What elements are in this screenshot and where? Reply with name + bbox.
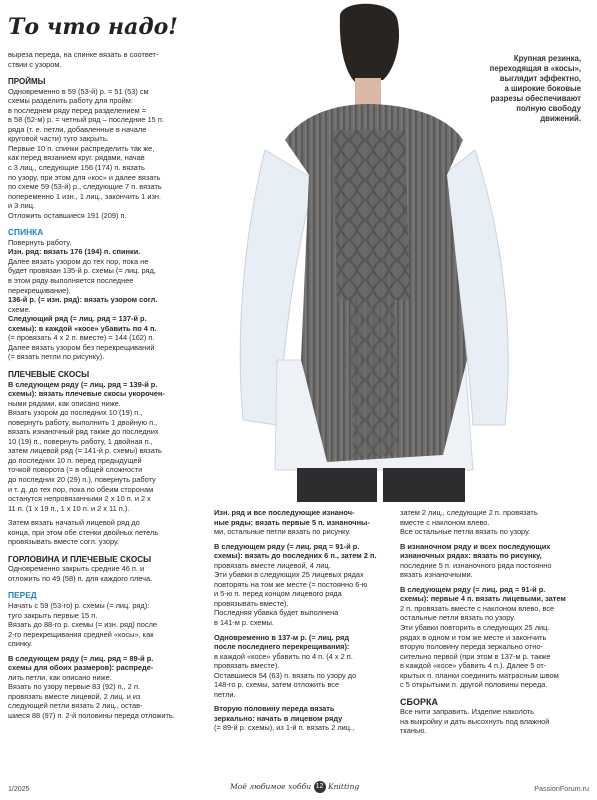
text-line: перекрещивание). <box>8 285 71 295</box>
text-line: В следующем ряду (= лиц. ряд = 91-й р. <box>400 584 546 594</box>
text-line: рядах в одном и том же месте и закончить <box>400 632 547 642</box>
text-line: в каждой «косе» убавить по 4 п. (4 х 2 п. <box>214 651 353 661</box>
text-line: Одновременно в 59 (53-й) р. = 51 (53) см <box>8 86 149 96</box>
caption-line: Крупная резинка, <box>513 54 581 63</box>
text-line: провязать вместе). <box>214 661 280 671</box>
text-line: Эти убавки повторить в следующих 25 лиц. <box>400 623 550 633</box>
text-line: изнаночных рядах: вязать по рисунку, <box>400 551 542 561</box>
text-line: конца, при этом обе стенки двойных петель <box>8 527 159 537</box>
text-line: В следующем ряду (= лиц. ряд = 89-й р. <box>8 653 154 663</box>
magazine-footer <box>230 781 359 793</box>
text-line: крытых п. планки соединить матрасным швом <box>400 670 559 680</box>
text-line: Оставшиеся 54 (63) п. вязать по узору до <box>214 670 357 680</box>
text-line: схемы разделить работу для пройм: <box>8 96 133 106</box>
text-line: до последних 20 (29) п.), повернуть работу <box>8 474 156 484</box>
photo-caption <box>461 54 581 124</box>
text-line: Затем вязать начатый лицевой ряд до <box>8 518 140 528</box>
text-line: следующей петли вязать 2 лиц., остав- <box>8 701 143 711</box>
text-line: в 141-м р. схемы. <box>214 618 274 628</box>
section-heading-assembly: СБОРКА <box>400 696 438 707</box>
text-line: точкой поворота (= в общей сложности <box>8 465 143 475</box>
text-line: Все остальные петли вязать по узору. <box>400 527 531 537</box>
front-text <box>8 601 198 721</box>
armholes-text <box>8 87 198 221</box>
text-line: по схеме 59 (53-й) р., следующие 7 п. вязать <box>8 182 162 192</box>
text-line: в последнем ряду перед разделением = <box>8 105 147 115</box>
text-line: петли. <box>214 689 236 699</box>
text-line: вторую половину переда зеркально отно- <box>400 642 543 652</box>
shoulders-text <box>8 380 198 547</box>
text-line: попеременно 1 изн., 1 лиц., закончить 1 изн. <box>8 191 161 201</box>
text-line: вязать изнаночными. <box>400 570 473 580</box>
text-line: Следующий ряд (= лиц. ряд = 137-й р. <box>8 314 147 324</box>
text-line: отложить по 49 (58) п. для каждого плеча. <box>8 573 153 583</box>
text-line: В следующем ряду (= лиц. ряд = 91-й р. <box>214 541 360 551</box>
text-line: выреза переда, на спинке вязать в соответ- <box>8 50 159 59</box>
text-line: остальные петли вязать по узору. <box>400 613 516 623</box>
text-line: сительно первой (при этом в 137-м р. также <box>400 651 551 661</box>
text-line: Первые 10 п. спинки распределить так же, <box>8 143 155 153</box>
text-line: схемы для обоих размеров): распреде- <box>8 663 154 673</box>
caption-line: полную свободу <box>516 104 581 113</box>
caption-line: переходящая в «косы», <box>489 64 581 73</box>
left-column <box>8 50 198 721</box>
text-line: останутся непровязанными 2 х 10 п. и 2 х <box>8 494 151 504</box>
text-line: последние 5 п. изнаночного ряда постоянно <box>400 560 552 570</box>
page-title: То что надо! <box>8 14 178 40</box>
text-line: лить петли, как описано ниже. <box>8 672 112 682</box>
text-line: провязать вместе лицевой, 2 лиц. и из <box>8 691 141 701</box>
text-line: Начать с 59 (53-го) р. схемы (= лиц. ряд): <box>8 600 150 610</box>
text-line: схемы): в каждой «косе» убавить по 4 п. <box>8 323 157 333</box>
text-line: схеме. <box>8 304 31 314</box>
text-line: тканью. <box>400 726 427 736</box>
section-name: Knitting <box>327 782 360 791</box>
text-line: провязать вместе лицевой, 4 лиц. <box>214 560 331 570</box>
issue-number: 1/2025 <box>8 786 30 793</box>
text-line: и т. д. до тех пор, пока по обеим сторонам <box>8 484 154 494</box>
text-line: повернуть работу, выполнить 1 двойную п., <box>8 417 158 427</box>
text-line: Вторую половину переда вязать <box>214 704 335 714</box>
text-line: Изн. ряд: вязать 176 (194) п. спинки. <box>8 247 141 257</box>
text-line: спинку. <box>8 639 33 649</box>
caption-line: выглядит эффектно, <box>499 74 581 83</box>
text-line: как перед вязанием круг. рядами, начав <box>8 153 145 163</box>
text-line: В следующем ряду (= лиц. ряд = 139-й р. <box>8 379 158 389</box>
text-line: повторять на том же месте (= постоянно 6-ю <box>214 579 368 589</box>
text-line: (= 89-й р. схемы), из 1-й п. вязать 2 лиц., <box>214 723 355 733</box>
text-line: с 5 открытыми п. другой половины переда. <box>400 680 548 690</box>
text-line: ствии с узором. <box>8 59 62 69</box>
section-heading-armholes: ПРОЙМЫ <box>8 77 46 87</box>
caption-line: движений. <box>540 114 581 123</box>
text-line: (= провязать 4 х 2 п. вместе) = 144 (162) п. <box>8 333 155 343</box>
text-line: схемы): вязать до последних 6 п., затем 2 п. <box>214 551 377 561</box>
caption-line: а широкие боковые <box>504 84 581 93</box>
text-line: вязать изнаночный ряд также до последних <box>8 427 159 437</box>
text-line: в каждой «косе» убавить 4 п.). Далее 5 от- <box>400 661 547 671</box>
section-heading-neckline: ГОРЛОВИНА И ПЛЕЧЕВЫЕ СКОСЫ <box>8 554 152 564</box>
text-line: затем 2 лиц., следующие 2 п. провязать <box>400 508 538 517</box>
text-line: Отложить оставшиеся 191 (209) п. <box>8 210 127 220</box>
text-line: до последних 10 п. перед предыдущей <box>8 455 142 465</box>
text-line: шиеся 88 (97) п. 2-й половины переда отложить. <box>8 711 175 720</box>
text-line: вместе с наклоном влево. <box>400 517 490 527</box>
text-line: Последняя убавка будет выполнена <box>214 608 339 618</box>
text-line: схемы): первые 4 п. вязать лицевыми, затем <box>400 594 566 604</box>
text-line: 11 п. (1 х 19 п., 1 х 10 п. и 2 х 11 п.). <box>8 503 130 513</box>
text-line: после последнего перекрещивания): <box>214 642 350 652</box>
text-line: туго закрыть первые 15 п. <box>8 610 98 620</box>
caption-line: разрезы обеспечивают <box>490 94 581 103</box>
right-text <box>400 508 588 690</box>
text-line: и 5-ю п. перед концом лицевого ряда <box>214 589 342 599</box>
text-line: в 58 (52-м) р. = четный ряд – последние 15 п. <box>8 115 164 125</box>
text-line: 136-й р. (= изн. ряд): вязать узором согл. <box>8 295 158 305</box>
text-line: в этом ряду выполняется последнее <box>8 276 134 286</box>
text-line: с 3 лиц., следующие 156 (174) п. вязать <box>8 163 145 173</box>
text-line: зеркально: начать в лицевом ряду <box>214 713 343 723</box>
text-line: (= вязать петли по рисунку). <box>8 352 105 362</box>
text-line: 2-го перекрещивания средней «косы», как <box>8 629 154 639</box>
text-line: Все нити заправить. Изделие наколоть <box>400 707 535 717</box>
text-line: Одновременно в 137-м р. (= лиц. ряд <box>214 632 350 642</box>
assembly-text <box>400 707 588 736</box>
text-line: Вязать по узору первые 83 (92) п., 2 п. <box>8 682 141 692</box>
text-line: и 3 лиц. <box>8 201 36 211</box>
section-heading-front: ПЕРЕД <box>8 590 37 601</box>
text-line: ми, остальные петли вязать по рисунку. <box>214 527 351 537</box>
text-line: Далее вязать узором до тех пор, пока не <box>8 256 149 266</box>
text-line: Одновременно закрыть средние 46 п. и <box>8 564 145 574</box>
text-line: Изн. ряд и все последующие изнаноч- <box>214 508 355 517</box>
text-line: 2 п. провязать вместе с наклоном влево, все <box>400 603 555 613</box>
text-line: на выкройку и дать высохнуть под влажной <box>400 716 550 726</box>
text-line: круговой части) туго закрыть. <box>8 134 109 144</box>
text-line: Повернуть работу. <box>8 237 72 247</box>
section-heading-shoulders: ПЛЕЧЕВЫЕ СКОСЫ <box>8 369 90 379</box>
text-line: провязывать вместе согл. узору. <box>8 537 120 547</box>
text-line: провязывать вместе). <box>214 598 289 608</box>
text-line: В изнаночном ряду и всех последующих <box>400 541 551 551</box>
magazine-name: Моё любимое хобби <box>230 782 312 791</box>
text-line: ряда (т. е. петли, добавленные в начале <box>8 124 147 134</box>
watermark: PassionForum.ru <box>534 784 589 793</box>
section-heading-back: СПИНКА <box>8 227 44 238</box>
text-line: Эти убавки в следующих 25 лицевых рядах <box>214 570 364 580</box>
text-line: схемы): вязать плечевые скосы укорочен- <box>8 389 165 399</box>
text-line: будет провязан 135-й р. схемы (= лиц. ряд, <box>8 266 156 276</box>
text-line: затем лицевой ряд (= 141-й р. схемы) вязать <box>8 446 162 456</box>
text-line: 148-го р. схемы, затем отложить все <box>214 680 340 690</box>
text-line: по узору, при этом для «кос» и далее вязать <box>8 172 161 182</box>
middle-text <box>214 508 392 733</box>
text-line: Далее вязать узором без перекрещиваний <box>8 342 155 352</box>
text-line: 10 (19) п., повернуть работу, 1 двойная п., <box>8 436 153 446</box>
middle-column <box>214 508 392 733</box>
back-text <box>8 238 198 362</box>
page-number: 12 <box>314 781 326 793</box>
text-line: ные ряды: вязать первые 5 п. изнаночны- <box>214 517 370 527</box>
right-column <box>400 508 588 736</box>
text-line: ными рядами, как описано ниже. <box>8 398 121 408</box>
neckline-text <box>8 564 198 583</box>
text-line: Вязать узором до последних 10 (19) п., <box>8 408 143 418</box>
text-line: Вязать до 88-го р. схемы (= изн. ряд) после <box>8 620 158 630</box>
